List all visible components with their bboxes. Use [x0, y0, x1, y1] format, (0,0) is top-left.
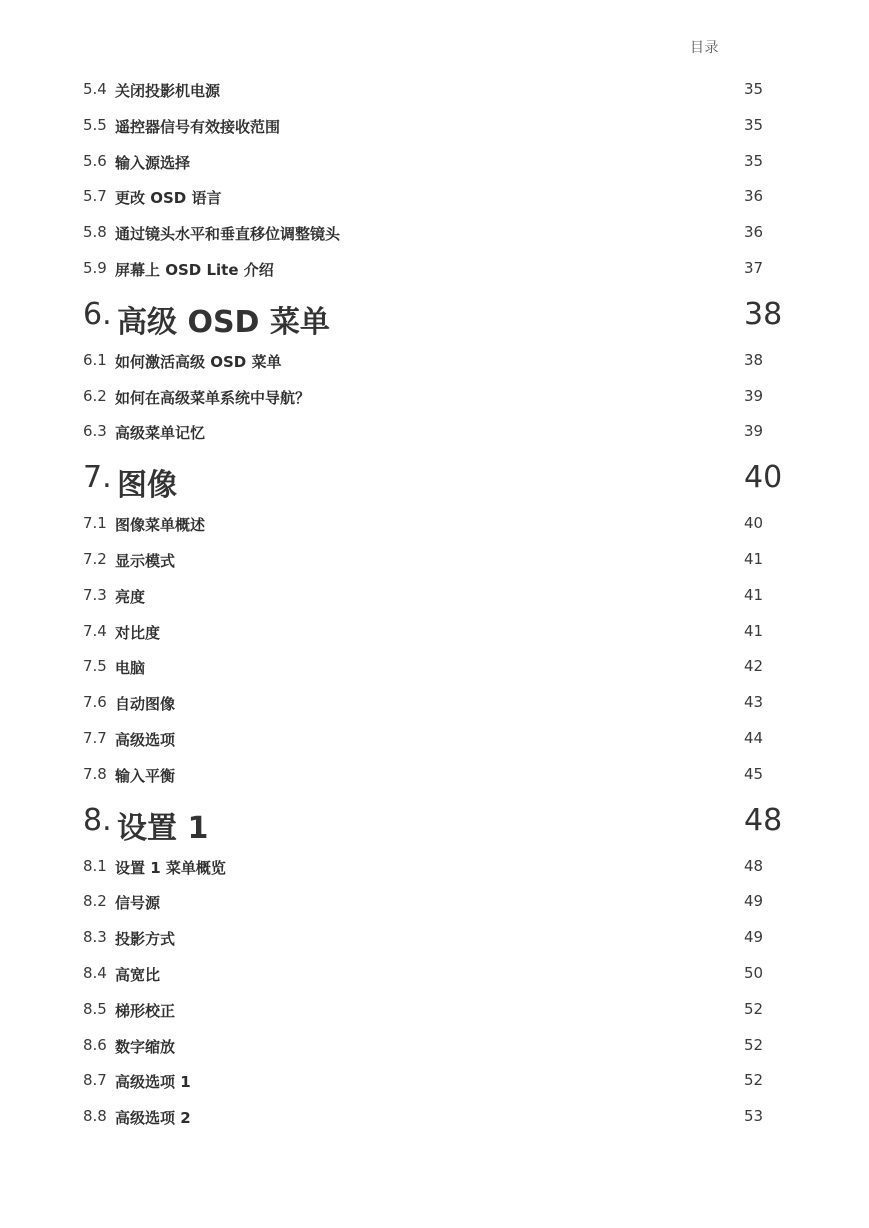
- toc-entry-title: 如何激活高级 OSD 菜单: [115, 352, 282, 371]
- toc-entry-number: 7.5: [83, 657, 107, 676]
- toc-entry[interactable]: [0, 1099, 869, 1135]
- toc-entry[interactable]: [0, 757, 869, 793]
- toc-entry-number: 7.1: [83, 514, 107, 533]
- toc-entry[interactable]: [0, 614, 869, 650]
- toc-entry[interactable]: [0, 379, 869, 415]
- toc-entry-title: 通过镜头水平和垂直移位调整镜头: [115, 225, 341, 244]
- page-header-label: 目录: [690, 40, 719, 56]
- toc-entry[interactable]: [0, 542, 869, 578]
- toc-entry-title: 高级菜单记忆: [115, 424, 206, 443]
- toc-entry-number: 7.3: [83, 585, 107, 604]
- toc-entry-page: 36: [744, 223, 764, 242]
- toc-entry-title: 显示模式: [115, 551, 176, 570]
- toc-entry-page: 45: [744, 764, 764, 783]
- toc-entry[interactable]: [0, 72, 869, 108]
- toc-entry[interactable]: [0, 108, 869, 144]
- toc-entry-page: 41: [744, 585, 764, 604]
- toc-entry-title: 亮度: [115, 587, 146, 606]
- toc-entry[interactable]: [0, 251, 869, 287]
- toc-entry-title: 遥控器信号有效接收范围: [115, 117, 281, 136]
- toc-entry-number: 7.7: [83, 728, 107, 747]
- toc-entry-title: 高级选项 1: [115, 1073, 191, 1092]
- toc-entry-number: 5.9: [83, 258, 107, 277]
- toc-entry[interactable]: [0, 215, 869, 251]
- toc-entry-number: 8.6: [83, 1035, 107, 1054]
- toc-entry-page: 53: [744, 1107, 764, 1126]
- toc-entry-page: 40: [744, 514, 764, 533]
- toc-entry[interactable]: [0, 884, 869, 920]
- toc-entry-number: 5.8: [83, 223, 107, 242]
- toc-chapter-title: 图像: [117, 468, 177, 504]
- toc-entry-title: 电脑: [115, 659, 146, 678]
- toc-entry-title: 信号源: [115, 894, 161, 913]
- toc-entry-page: 42: [744, 657, 764, 676]
- toc-entry-number: 7.4: [83, 621, 107, 640]
- toc-entry-page: 39: [744, 422, 764, 441]
- toc-entry-number: 8.3: [83, 928, 107, 947]
- toc-entry-number: 6.1: [83, 350, 107, 369]
- toc-entry-title: 数字缩放: [115, 1037, 176, 1056]
- toc-entry-title: 输入源选择: [115, 153, 191, 172]
- toc-entry-number: 8.4: [83, 963, 107, 982]
- toc-entry-number: 5.5: [83, 115, 107, 134]
- toc-entry-title: 输入平衡: [115, 766, 176, 785]
- toc-entry-number: 7.2: [83, 549, 107, 568]
- toc-entry-page: 36: [744, 187, 764, 206]
- toc-entry-page: 35: [744, 80, 764, 98]
- toc-entry-title: 投影方式: [115, 930, 176, 949]
- toc-entry-page: 50: [744, 963, 764, 982]
- toc-entry-title: 梯形校正: [115, 1001, 176, 1020]
- toc-entry-page: 35: [744, 151, 764, 170]
- toc-entry-number: 7.6: [83, 693, 107, 712]
- toc-entry-number: 5.4: [83, 80, 107, 98]
- toc-entry-number: 8.5: [83, 999, 107, 1018]
- toc-entry-number: 8.2: [83, 892, 107, 911]
- toc-chapter-number: 6.: [83, 296, 112, 332]
- toc-chapter-heading[interactable]: [0, 450, 869, 506]
- toc-entry[interactable]: [0, 956, 869, 992]
- toc-entry-title: 高宽比: [115, 965, 161, 984]
- toc-entry[interactable]: [0, 721, 869, 757]
- toc-entry-title: 屏幕上 OSD Lite 介绍: [115, 260, 274, 279]
- toc-entry-page: 52: [744, 1071, 764, 1090]
- toc-entry[interactable]: [0, 578, 869, 614]
- toc-chapter-title: 设置 1: [117, 810, 209, 846]
- toc-entry-title: 关闭投影机电源: [115, 82, 221, 100]
- toc-chapter-number: 7.: [83, 460, 112, 496]
- toc-entry-title: 更改 OSD 语言: [115, 189, 222, 208]
- toc-chapter-title: 高级 OSD 菜单: [117, 304, 330, 340]
- toc-entry-page: 39: [744, 386, 764, 405]
- toc-entry-page: 49: [744, 892, 764, 911]
- toc-chapter-heading[interactable]: [0, 287, 869, 343]
- toc-entry-title: 高级选项: [115, 730, 176, 749]
- toc-entry-page: 48: [744, 856, 764, 875]
- toc-chapter-page: 48: [744, 802, 783, 838]
- toc-entry-number: 8.1: [83, 856, 107, 875]
- toc-entry[interactable]: [0, 1063, 869, 1099]
- toc-entry[interactable]: [0, 1028, 869, 1064]
- toc-entry-title: 设置 1 菜单概览: [115, 858, 226, 877]
- toc-entry-page: 38: [744, 350, 764, 369]
- toc-entry[interactable]: [0, 649, 869, 685]
- toc-entry-number: 8.7: [83, 1071, 107, 1090]
- toc-entry[interactable]: [0, 506, 869, 542]
- toc-chapter-heading[interactable]: [0, 793, 869, 849]
- toc-entry-title: 对比度: [115, 623, 161, 642]
- toc-chapter-number: 8.: [83, 802, 112, 838]
- toc-entry[interactable]: [0, 343, 869, 379]
- toc-entry-number: 5.6: [83, 151, 107, 170]
- toc-entry-page: 41: [744, 549, 764, 568]
- toc-entry-page: 52: [744, 999, 764, 1018]
- toc-entry-page: 41: [744, 621, 764, 640]
- toc-entry-number: 7.8: [83, 764, 107, 783]
- toc-entry-number: 8.8: [83, 1107, 107, 1126]
- toc-entry[interactable]: [0, 179, 869, 215]
- toc-entry[interactable]: [0, 685, 869, 721]
- toc-entry-title: 高级选项 2: [115, 1109, 191, 1128]
- toc-chapter-page: 38: [744, 296, 783, 332]
- toc-entry-page: 37: [744, 258, 764, 277]
- toc-entry-page: 49: [744, 928, 764, 947]
- toc-entry-number: 6.2: [83, 386, 107, 405]
- toc-entry[interactable]: [0, 144, 869, 180]
- toc-entry-title: 如何在高级菜单系统中导航？: [115, 388, 311, 407]
- toc-entry-title: 自动图像: [115, 695, 176, 714]
- toc-entry[interactable]: [0, 849, 869, 885]
- toc-entry-number: 5.7: [83, 187, 107, 206]
- toc-entry-title: 图像菜单概述: [115, 516, 206, 535]
- toc-chapter-page: 40: [744, 460, 783, 496]
- table-of-contents: [0, 72, 869, 1135]
- toc-entry-page: 43: [744, 693, 764, 712]
- toc-entry[interactable]: [0, 414, 869, 450]
- toc-entry-page: 44: [744, 728, 764, 747]
- toc-entry-number: 6.3: [83, 422, 107, 441]
- toc-entry-page: 52: [744, 1035, 764, 1054]
- toc-entry[interactable]: [0, 992, 869, 1028]
- toc-entry-page: 35: [744, 115, 764, 134]
- toc-entry[interactable]: [0, 920, 869, 956]
